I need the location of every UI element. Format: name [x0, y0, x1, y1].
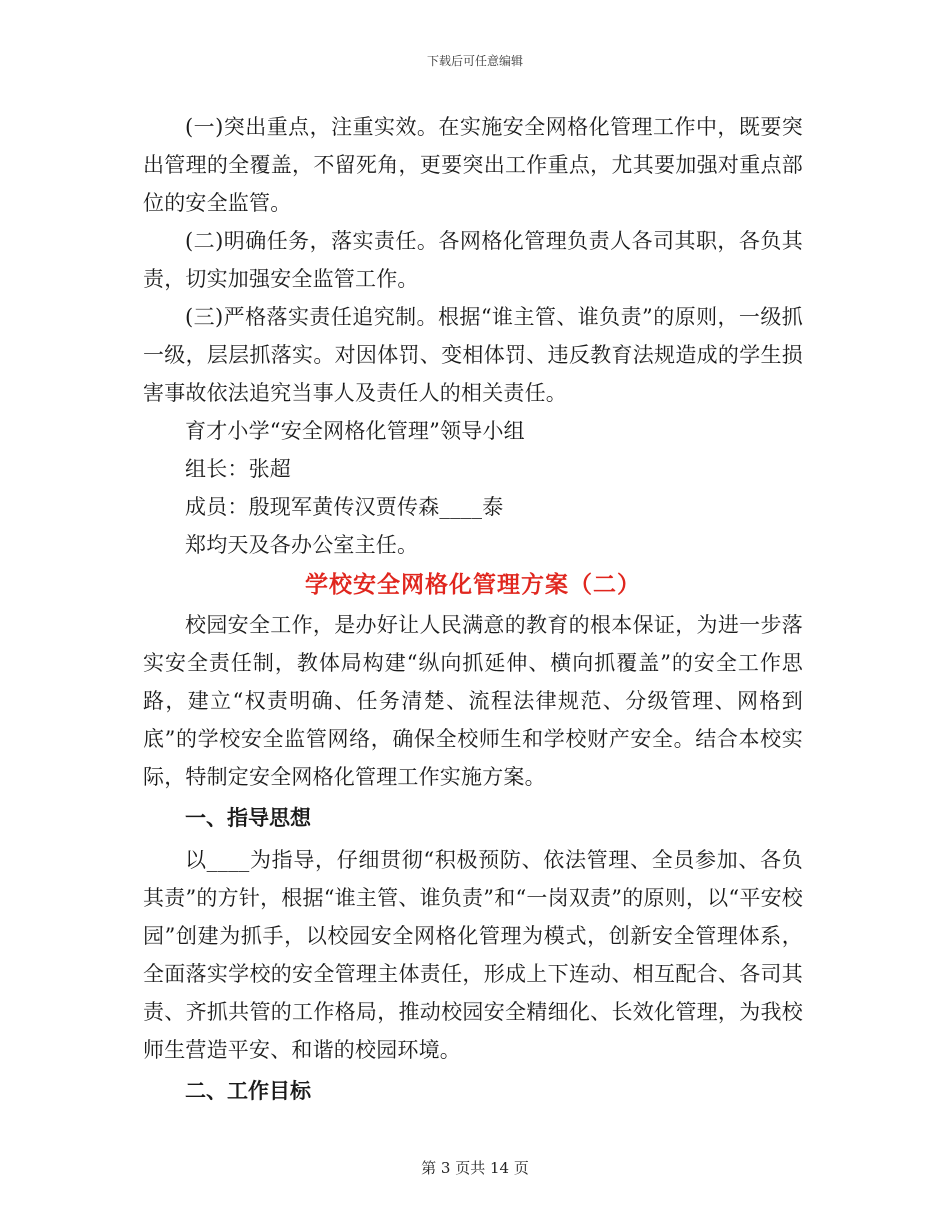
leadership-group-title: 育才小学“安全网格化管理”领导小组: [185, 419, 525, 443]
document-body: [143, 108, 803, 1114]
group-members-cont: 郑均天及各办公室主任。: [185, 533, 419, 557]
page-footer: 第 3 页共 14 页: [421, 1159, 529, 1177]
paragraph-focus: (一)突出重点，注重实效。在实施安全网格化管理工作中，既要突出管理的全覆盖，不留死角，更要突出工作重点，尤其要加强对重点部位的安全监管。: [143, 115, 803, 215]
group-leader: 组长：张超: [185, 457, 291, 481]
section-title: 学校安全网格化管理方案（二）: [305, 571, 641, 598]
intro-paragraph: 校园安全工作，是办好让人民满意的教育的根本保证，为进一步落实安全责任制，教体局构建“纵向抓延伸、横向抓覆盖”的安全工作思路，建立“权责明确、任务清楚、流程法律规范、分级管理、网格到底”的学校安全监管网络，确保全校师生和学校财产安全。结合本校实际，特制定安全网格化管理工作实施方案。: [143, 613, 803, 789]
heading-guiding-ideology: 一、指导思想: [185, 805, 311, 830]
heading-work-goals: 二、工作目标: [185, 1078, 311, 1103]
group-members: 成员：殷现军黄传汉贾传森____泰: [185, 495, 504, 519]
paragraph-accountability: (三)严格落实责任追究制。根据“谁主管、谁负责”的原则，一级抓一级，层层抓落实。对因体罚、变相体罚、违反教育法规造成的学生损害事故依法追究当事人及责任人的相关责任。: [143, 305, 803, 405]
guiding-paragraph: 以____为指导，仔细贯彻“积极预防、依法管理、全员参加、各负其责”的方针，根据“谁主管、谁负责”和“一岗双责”的原则，以“平安校园”创建为抓手，以校园安全网格化管理为模式，创新安全管理体系，全面落实学校的安全管理主体责任，形成上下连动、相互配合、各司其责、齐抓共管的工作格局，推动校园安全精细化、长效化管理，为我校师生营造平安、和谐的校园环境。: [143, 848, 803, 1062]
paragraph-tasks: (二)明确任务，落实责任。各网格化管理负责人各司其职，各负其责，切实加强安全监管工作。: [143, 229, 803, 291]
page-header: 下载后可任意编辑: [426, 54, 523, 68]
